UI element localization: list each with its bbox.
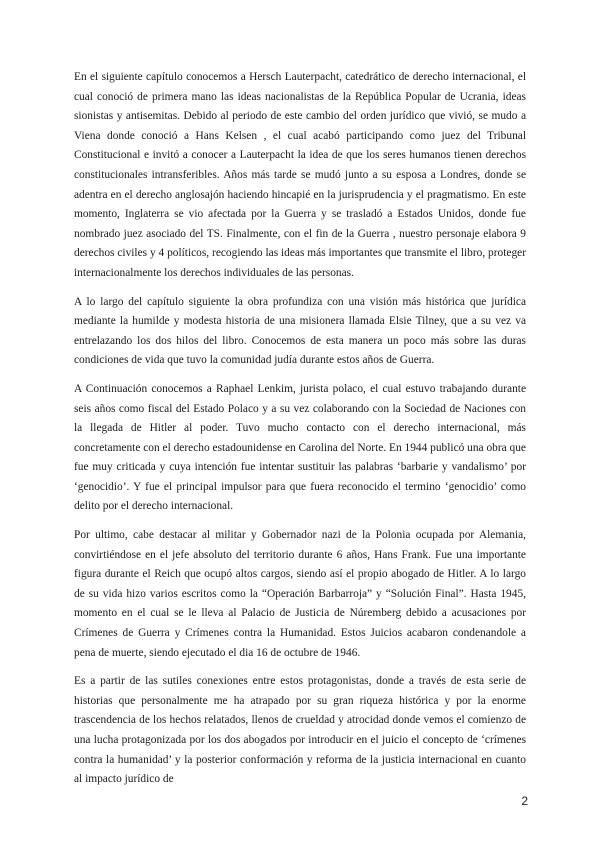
paragraph-elsie-tilney: A lo largo del capítulo siguiente la obra profundiza con una visión más histórica que jurídica mediante la humilde y modesta historia de una misionera llamada Elsie Tilney, que a su vez va entrelazando los dos hilos del libro. Conocemos de esta manera un poco más sobre las duras condiciones de vida que tuvo la comunidad judía durante estos años de Guerra. [74, 295, 526, 367]
paragraph-hans-frank: Por ultimo, cabe destacar al militar y Gobernador nazi de la Polonia ocupada por Alemania, convirtiéndose en el jefe absoluto del territorio durante 6 años, Hans Frank. Fue una importante figura durante el Reich que ocupó altos cargos, siendo así el propio abogado de Hitler. A lo largo de su vida hizo varios escritos como la “Operación Barbarroja” y “Solución Final”. Hasta 1945, momento en el cual se le lleva al Palacio de Justicia de Núremberg debido a acusaciones por Crímenes de Guerra y Crímenes contra la Humanidad. Estos Juicios acabaron condenandole a pena de muerte, siendo ejecutado el dia 16 de octubre de 1946. [74, 529, 526, 659]
page-body [74, 68, 526, 799]
page-number: 2 [521, 794, 528, 808]
paragraph-conclusion: Es a partir de las sutiles conexiones entre estos protagonistas, donde a través de esta serie de historias que personalmente me ha atrapado por su gran riqueza histórica y por la enorme trascendencia de los hechos relatados, llenos de crueldad y atrocidad donde vemos el comienzo de una lucha protagonizada por los dos abogados por introducir en el juicio el concepto de ‘crímenes contra la humanidad’ y la posterior conformación y reforma de la justicia internacional en cuanto al impacto jurídico de [74, 675, 526, 786]
paragraph-lenkim: A Continuación conocemos a Raphael Lenkim, jurista polaco, el cual estuvo trabajando durante seis años como fiscal del Estado Polaco y a su vez colaborando con la Sociedad de Naciones con la llegada de Hitler al poder. Tuvo mucho contacto con el derecho internacional, más concretamente con el derecho estadounidense en Carolina del Norte. En 1944 publicó una obra que fue muy criticada y cuya intención fue intentar sustituir las palabras ‘barbarie y vandalismo’ por ‘genocidio’. Y fue el principal impulsor para que fuera reconocido el termino ‘genocidio’ como delito por el derecho internacional. [74, 382, 526, 513]
paragraph-lauterpacht: En el siguiente capítulo conocemos a Hersch Lauterpacht, catedrático de derecho internacional, el cual conoció de primera mano las ideas nacionalistas de la República Popular de Ucrania, ideas sionistas y antisemitas. Debido al periodo de este cambio del orden jurídico que vivió, se mudo a Viena donde conoció a Hans Kelsen , el cual acabó participando como juez del Tribunal Constitucional e invitó a conocer a Lauterpacht la idea de que los seres humanos tienen derechos constitucionales intransferibles. Años más tarde se mudó junto a su esposa a Londres, donde se adentra en el derecho anglosajón haciendo hincapié en la jurisprudencia y el pragmatismo. En este momento, Inglaterra se vio afectada por la Guerra y se trasladó a Estados Unidos, donde fue nombrado juez asociado del TS. Finalmente, con el fin de la Guerra , nuestro personaje elabora 9 derechos civiles y 4 políticos, recogiendo las ideas más importantes que transmite el libro, proteger internacionalmente los derechos individuales de las personas. [74, 71, 526, 279]
